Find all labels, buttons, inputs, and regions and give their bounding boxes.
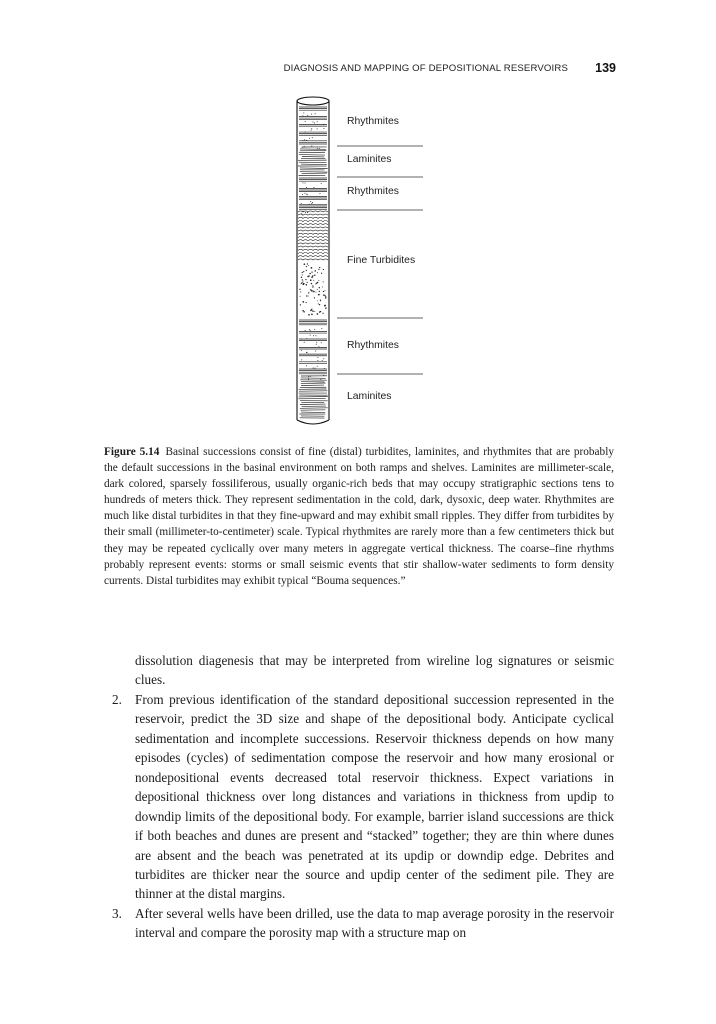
- grain-dot: [317, 366, 318, 367]
- grain-dot: [301, 350, 302, 351]
- grain-dot: [314, 368, 315, 369]
- caption-text: Basinal successions consist of fine (distal) turbidites, laminites, and rhythmites that are probably the default successions in the basinal environment on both ramps and shelves. Laminites are millimeter-scale, dark colored, sparsely fossiliferous, usually organic-rich beds that may occupy stratigraphic sections tens to hundreds of meters thick. They represent sedimentation in the cold, dark, dysoxic, deep water. Rhythmites are much like distal turbidites in that they fine-upward and may exhibit small ripples. They differ from turbidites by their small (millimeter-to-centimeter) scale. Typical rhythmites are rarely more than a few centimeters thick but they may be repeated cyclically over many meters in aggregate vertical thickness. The coarse–fine rhythms probably represent events: storms or small seismic events that stir shallow-water sediments to form density currents. Distal turbidites may exhibit typical “Bouma sequences.”: [104, 446, 614, 587]
- grain-dot: [304, 193, 305, 194]
- grain-dot: [302, 282, 303, 283]
- core-outline: [297, 97, 329, 424]
- grain-dot: [323, 128, 324, 129]
- grain-dot: [321, 183, 322, 184]
- grain-dot: [305, 330, 306, 331]
- grain-dot: [311, 276, 313, 278]
- grain-dot: [311, 203, 312, 204]
- grain-dot: [323, 291, 324, 292]
- lamina-stroke: [300, 168, 328, 169]
- figure-caption: [104, 444, 614, 589]
- grain-dot: [311, 146, 312, 147]
- grain-dot: [318, 280, 319, 281]
- grain-dot: [318, 303, 319, 304]
- grain-dot: [305, 183, 306, 184]
- grain-dot: [317, 282, 319, 284]
- lamina-stroke: [301, 164, 327, 165]
- grain-dot: [308, 379, 309, 380]
- grain-dot: [312, 285, 313, 286]
- grain-dot: [307, 115, 308, 116]
- grain-dot: [305, 279, 306, 280]
- grain-dot: [307, 282, 308, 283]
- grain-dot: [317, 128, 318, 129]
- grain-dot: [316, 344, 317, 345]
- grain-dot: [323, 269, 324, 270]
- grain-dot: [302, 274, 303, 275]
- grain-dot: [311, 283, 312, 284]
- grain-dot: [313, 335, 314, 336]
- grain-dot: [311, 290, 313, 292]
- grain-dot: [313, 187, 314, 188]
- grain-dot: [320, 299, 321, 300]
- grain-dot: [306, 266, 307, 267]
- grain-dot: [323, 295, 324, 296]
- ripple-stroke: [298, 224, 328, 225]
- grain-dot: [314, 311, 315, 312]
- grain-dot: [302, 281, 303, 282]
- grain-dot: [309, 273, 310, 274]
- grain-dot: [321, 328, 322, 329]
- stratigraphic-column: [0, 0, 716, 440]
- grain-dot: [317, 300, 318, 301]
- list-item: [112, 904, 614, 943]
- ripple-stroke: [298, 249, 328, 250]
- grain-dot: [305, 121, 306, 122]
- grain-dot: [319, 148, 320, 149]
- ripple-stroke: [298, 221, 328, 222]
- grain-dot: [320, 379, 321, 380]
- ripple-stroke: [298, 246, 328, 247]
- ripple-stroke: [298, 233, 328, 234]
- grain-dot: [310, 310, 311, 311]
- caption-label: Figure 5.14: [104, 446, 160, 458]
- grain-dot: [317, 357, 318, 358]
- grain-dot: [318, 294, 320, 296]
- grain-dot: [311, 267, 313, 269]
- grain-dot: [319, 267, 320, 268]
- list-item-number: 2.: [112, 691, 122, 707]
- ripple-stroke: [298, 217, 328, 218]
- grain-dot: [325, 296, 327, 298]
- grain-dot: [324, 294, 325, 295]
- list-item-number: 3.: [112, 905, 122, 921]
- grain-dot: [322, 286, 323, 287]
- ripple-stroke: [298, 214, 328, 215]
- grain-dot: [323, 358, 324, 359]
- grain-dot: [300, 291, 301, 292]
- grain-dot: [317, 148, 318, 149]
- grain-dot: [317, 360, 318, 361]
- grain-dot: [312, 310, 314, 312]
- grain-dot: [311, 271, 312, 272]
- grain-dot: [315, 113, 316, 114]
- grain-dot: [307, 263, 308, 264]
- grain-dot: [303, 112, 304, 113]
- ripple-stroke: [298, 230, 328, 231]
- grain-dot: [309, 329, 310, 330]
- ripple-stroke: [298, 253, 328, 254]
- grain-dot: [317, 272, 318, 273]
- grain-dot: [306, 187, 307, 188]
- grain-dot: [314, 274, 315, 275]
- zone-label: Laminites: [347, 391, 392, 402]
- ripple-stroke: [298, 227, 328, 228]
- grain-dot: [305, 284, 306, 285]
- ripple-stroke: [298, 256, 328, 257]
- grain-dot: [312, 286, 313, 287]
- grain-dot: [312, 122, 313, 123]
- grain-dot: [302, 301, 304, 303]
- grain-dot: [306, 194, 307, 195]
- lamina-stroke: [302, 173, 327, 174]
- grain-dot: [319, 287, 320, 288]
- grain-dot: [301, 283, 302, 284]
- grain-dot: [308, 296, 309, 297]
- grain-dot: [307, 212, 308, 213]
- grain-dot: [303, 283, 305, 285]
- grain-dot: [311, 128, 312, 129]
- continuation-paragraph: dissolution diagenesis that may be interpreted from wireline log signatures or seismic clues.: [135, 653, 614, 688]
- grain-dot: [302, 194, 303, 195]
- grain-dot: [308, 314, 310, 316]
- running-head-title: DIAGNOSIS AND MAPPING OF DEPOSITIONAL RESERVOIRS: [283, 63, 568, 74]
- grain-dot: [300, 304, 301, 305]
- grain-dot: [315, 292, 316, 293]
- ripple-stroke: [298, 243, 328, 244]
- grain-dot: [304, 139, 305, 140]
- page-number: 139: [595, 61, 616, 75]
- grain-dot: [314, 270, 316, 272]
- grain-dot: [315, 351, 316, 352]
- grain-dot: [311, 313, 313, 315]
- grain-dot: [313, 280, 314, 281]
- grain-dot: [300, 296, 301, 297]
- grain-dot: [306, 365, 307, 366]
- grain-dot: [314, 329, 315, 330]
- grain-dot: [307, 352, 308, 353]
- grain-dot: [313, 291, 315, 293]
- grain-dot: [308, 376, 309, 377]
- grain-dot: [307, 276, 308, 277]
- grain-dot: [319, 304, 320, 305]
- grain-dot: [317, 313, 319, 315]
- list-item-text: After several wells have been drilled, use the data to map average porosity in the reservoir interval and compare the porosity map with a structure map on: [135, 905, 614, 941]
- grain-dot: [311, 114, 312, 115]
- grain-dot: [306, 270, 307, 271]
- grain-dot: [312, 137, 313, 138]
- grain-dot: [299, 289, 300, 290]
- grain-dot: [324, 305, 326, 307]
- grain-dot: [303, 311, 304, 312]
- zone-label: Laminites: [347, 154, 392, 165]
- zone-label: Fine Turbidites: [347, 255, 416, 266]
- grain-dot: [311, 130, 312, 131]
- grain-dot: [322, 313, 323, 314]
- grain-dot: [304, 263, 306, 265]
- grain-dot: [308, 292, 309, 293]
- grain-dot: [302, 182, 303, 183]
- grain-dot: [324, 290, 325, 291]
- grain-dot: [301, 359, 302, 360]
- grain-dot: [321, 273, 322, 274]
- list-item-text: From previous identification of the standard depositional succession represented in the reservoir, predict the 3D size and shape of the depositional body. Anticipate cyclical sedimentation and incomplete successions. Reservoir thickness depends on how many episodes (cycles) of sedimentation compose the reservoir and how many erosional or nondepositional events decreased total reservoir thickness. Expect variations in depositional thickness over long distances and variations in thickness from updip to downdip limits of the depositional body. For example, barrier island successions are thick if both beaches and dunes are present and “stacked” together; they are thin where dunes are absent and the beach was penetrated at its updip or downdip edge. Debrites and turbidites are thicker near the source and updip center of the sediment pile. They are thinner at the distal margins.: [135, 691, 614, 902]
- grain-dot: [302, 272, 303, 273]
- grain-dot: [301, 203, 302, 204]
- grain-dot: [303, 271, 304, 272]
- grain-dot: [310, 201, 311, 202]
- grain-dot: [302, 310, 303, 311]
- grain-dot: [321, 342, 322, 343]
- body-text: [112, 651, 614, 943]
- grain-dot: [301, 277, 302, 278]
- grain-dot: [307, 194, 308, 195]
- grain-dot: [305, 302, 306, 303]
- grain-dot: [319, 291, 320, 292]
- grain-dot: [317, 121, 318, 122]
- figure-5-14: [0, 0, 716, 440]
- grain-dot: [310, 330, 311, 331]
- grain-dot: [325, 307, 327, 309]
- grain-dot: [306, 295, 307, 296]
- grain-dot: [319, 311, 320, 312]
- ripple-stroke: [298, 259, 328, 260]
- grain-dot: [302, 279, 303, 280]
- grain-dot: [314, 297, 315, 298]
- list-item: [112, 690, 614, 904]
- grain-dot: [318, 269, 319, 270]
- zone-label: Rhythmites: [347, 186, 399, 197]
- grain-dot: [310, 335, 311, 336]
- core-lithology: [298, 107, 328, 418]
- grain-dot: [315, 335, 316, 336]
- grain-dot: [323, 281, 324, 282]
- grain-dot: [308, 265, 309, 266]
- grain-dot: [316, 342, 317, 343]
- grain-dot: [313, 368, 314, 369]
- grain-dot: [304, 342, 305, 343]
- zone-label: Rhythmites: [347, 340, 399, 351]
- lamina-stroke: [301, 383, 326, 384]
- ripple-stroke: [298, 237, 328, 238]
- grain-dot: [312, 202, 313, 203]
- grain-dot: [314, 122, 315, 123]
- grain-dot: [319, 193, 320, 194]
- grain-dot: [322, 360, 323, 361]
- grain-dot: [310, 279, 312, 281]
- ripple-stroke: [298, 240, 328, 241]
- zone-label: Rhythmites: [347, 116, 399, 127]
- grain-dot: [305, 212, 306, 213]
- grain-dot: [325, 298, 326, 299]
- grain-dot: [309, 138, 310, 139]
- grain-dot: [317, 289, 318, 290]
- grain-dot: [311, 309, 312, 310]
